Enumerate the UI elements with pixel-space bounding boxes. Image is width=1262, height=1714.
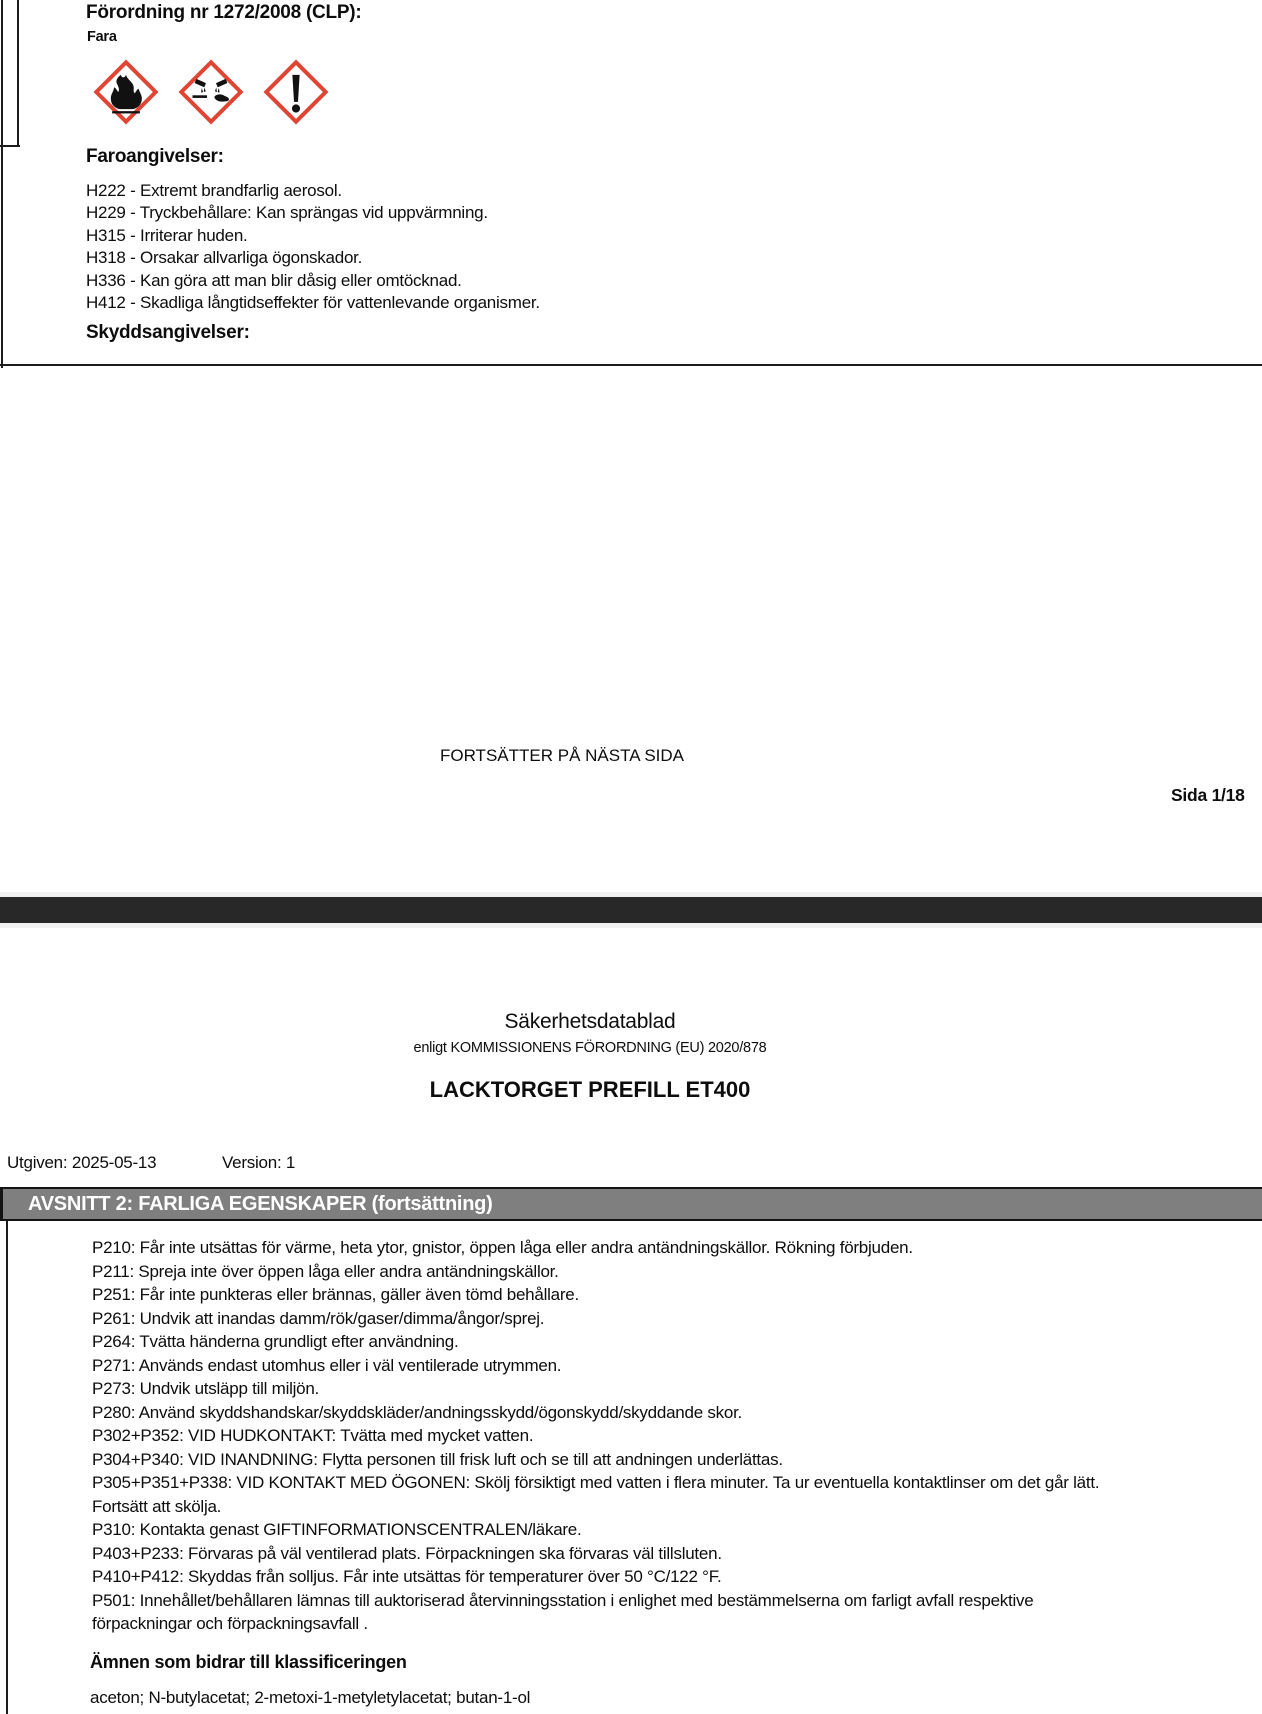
table-border-bottom [0,364,1262,366]
clp-regulation-heading: Förordning nr 1272/2008 (CLP): [86,2,362,23]
issued-version-row [7,1153,296,1173]
page-number: Sida 1/18 [1171,785,1245,805]
precautionary-statement-line: P211: Spreja inte över öppen låga eller andra antändningskällor. [92,1261,559,1281]
hazard-statements-heading: Faroangivelser: [86,146,224,167]
precautionary-statement-line: P251: Får inte punkteras eller brännas, gäller även tömd behållare. [92,1285,579,1304]
precautionary-statement-line: P261: Undvik att inandas damm/rök/gaser/dimma/ångor/sprej. [92,1308,545,1328]
section-box-border-left [6,1221,8,1714]
hazard-statement-line: H229 - Tryckbehållare: Kan sprängas vid uppvärmning. [86,203,488,223]
version-label: Version: [222,1153,282,1172]
hazard-statement-line: H412 - Skadliga långtidseffekter för vattenlevande organismer. [86,293,540,313]
ghs-pictogram-row [93,59,393,129]
section-header-bar [0,1187,1262,1221]
page-gap-shadow-bottom [0,923,1262,928]
version-value: 1 [285,1153,296,1172]
exclamation-icon [263,59,329,125]
signal-word: Fara [87,29,117,45]
precautionary-statement-line: P310: Kontakta genast GIFTINFORMATIONSCENTRALEN/läkare. [92,1520,582,1539]
issued-label: Utgiven: [7,1153,68,1172]
precautionary-statements-list [92,1236,1137,1636]
hazard-statement-line: H318 - Orsakar allvarliga ögonskador. [86,248,363,268]
hazard-statement-line: H222 - Extremt brandfarlig aerosol. [86,181,342,200]
table-border-inner [17,0,19,147]
precautionary-statements-heading: Skyddsangivelser: [86,322,250,343]
classification-contributors-substances: aceton; N-butylacetat; 2-metoxi-1-metyletylacetat; butan-1-ol [90,1688,531,1707]
table-border-tick [0,145,20,147]
hazard-statement-line: H336 - Kan göra att man blir dåsig eller omtöcknad. [86,270,462,290]
precautionary-statement-line: P264: Tvätta händerna grundligt efter användning. [92,1332,459,1351]
document-subtitle: enligt KOMMISSIONENS FÖRORDNING (EU) 2020/878 [413,1040,767,1056]
corrosion-icon [178,59,244,125]
page-separator-bar [0,897,1262,923]
precautionary-statement-line: P302+P352: VID HUDKONTAKT: Tvätta med mycket vatten. [92,1426,534,1445]
precautionary-statement-line: P304+P340: VID INANDNING: Flytta personen till frisk luft och se till att andningen underlättas. [92,1449,783,1469]
precautionary-statement-line: P403+P233: Förvaras på väl ventilerad plats. Förpackningen ska förvaras väl tillsluten. [92,1543,722,1563]
hazard-statements-list [86,180,786,314]
product-name: LACKTORGET PREFILL ET400 [429,1077,751,1102]
continues-on-next-page-notice: FORTSÄTTER PÅ NÄSTA SIDA [439,746,685,765]
precautionary-statement-line: P273: Undvik utsläpp till miljön. [92,1379,320,1398]
precautionary-statement-line: P305+P351+P338: VID KONTAKT MED ÖGONEN: Skölj försiktigt med vatten i flera minuter. Ta ur eventuella kontaktlinser om det går lätt. Fortsätt att skölja. [92,1473,1100,1516]
flame-icon [93,59,159,125]
precautionary-statement-line: P501: Innehållet/behållaren lämnas till auktoriserad återvinningsstation i enlighet med bestämmelserna om farligt avfall respektive förpackningar och förpackningsavfall . [92,1590,1034,1633]
hazard-statement-line: H315 - Irriterar huden. [86,225,248,245]
issued-date: 2025-05-13 [71,1153,157,1172]
precautionary-statement-line: P271: Används endast utomhus eller i väl ventilerade utrymmen. [92,1355,562,1375]
document-title: Säkerhetsdatablad [504,1010,676,1033]
section-header-title: AVSNITT 2: FARLIGA EGENSKAPER (fortsättning) [28,1192,493,1215]
precautionary-statement-line: P210: Får inte utsättas för värme, heta ytor, gnistor, öppen låga eller andra antändningskällor. Rökning förbjuden. [92,1238,913,1257]
precautionary-statement-line: P280: Använd skyddshandskar/skyddskläder/andningsskydd/ögonskydd/skyddande skor. [92,1402,743,1422]
classification-contributors-heading: Ämnen som bidrar till klassificeringen [90,1652,407,1672]
precautionary-statement-line: P410+P412: Skyddas från solljus. Får inte utsättas för temperaturer över 50 °C/122 °F. [92,1567,722,1586]
table-border-left [1,0,3,368]
